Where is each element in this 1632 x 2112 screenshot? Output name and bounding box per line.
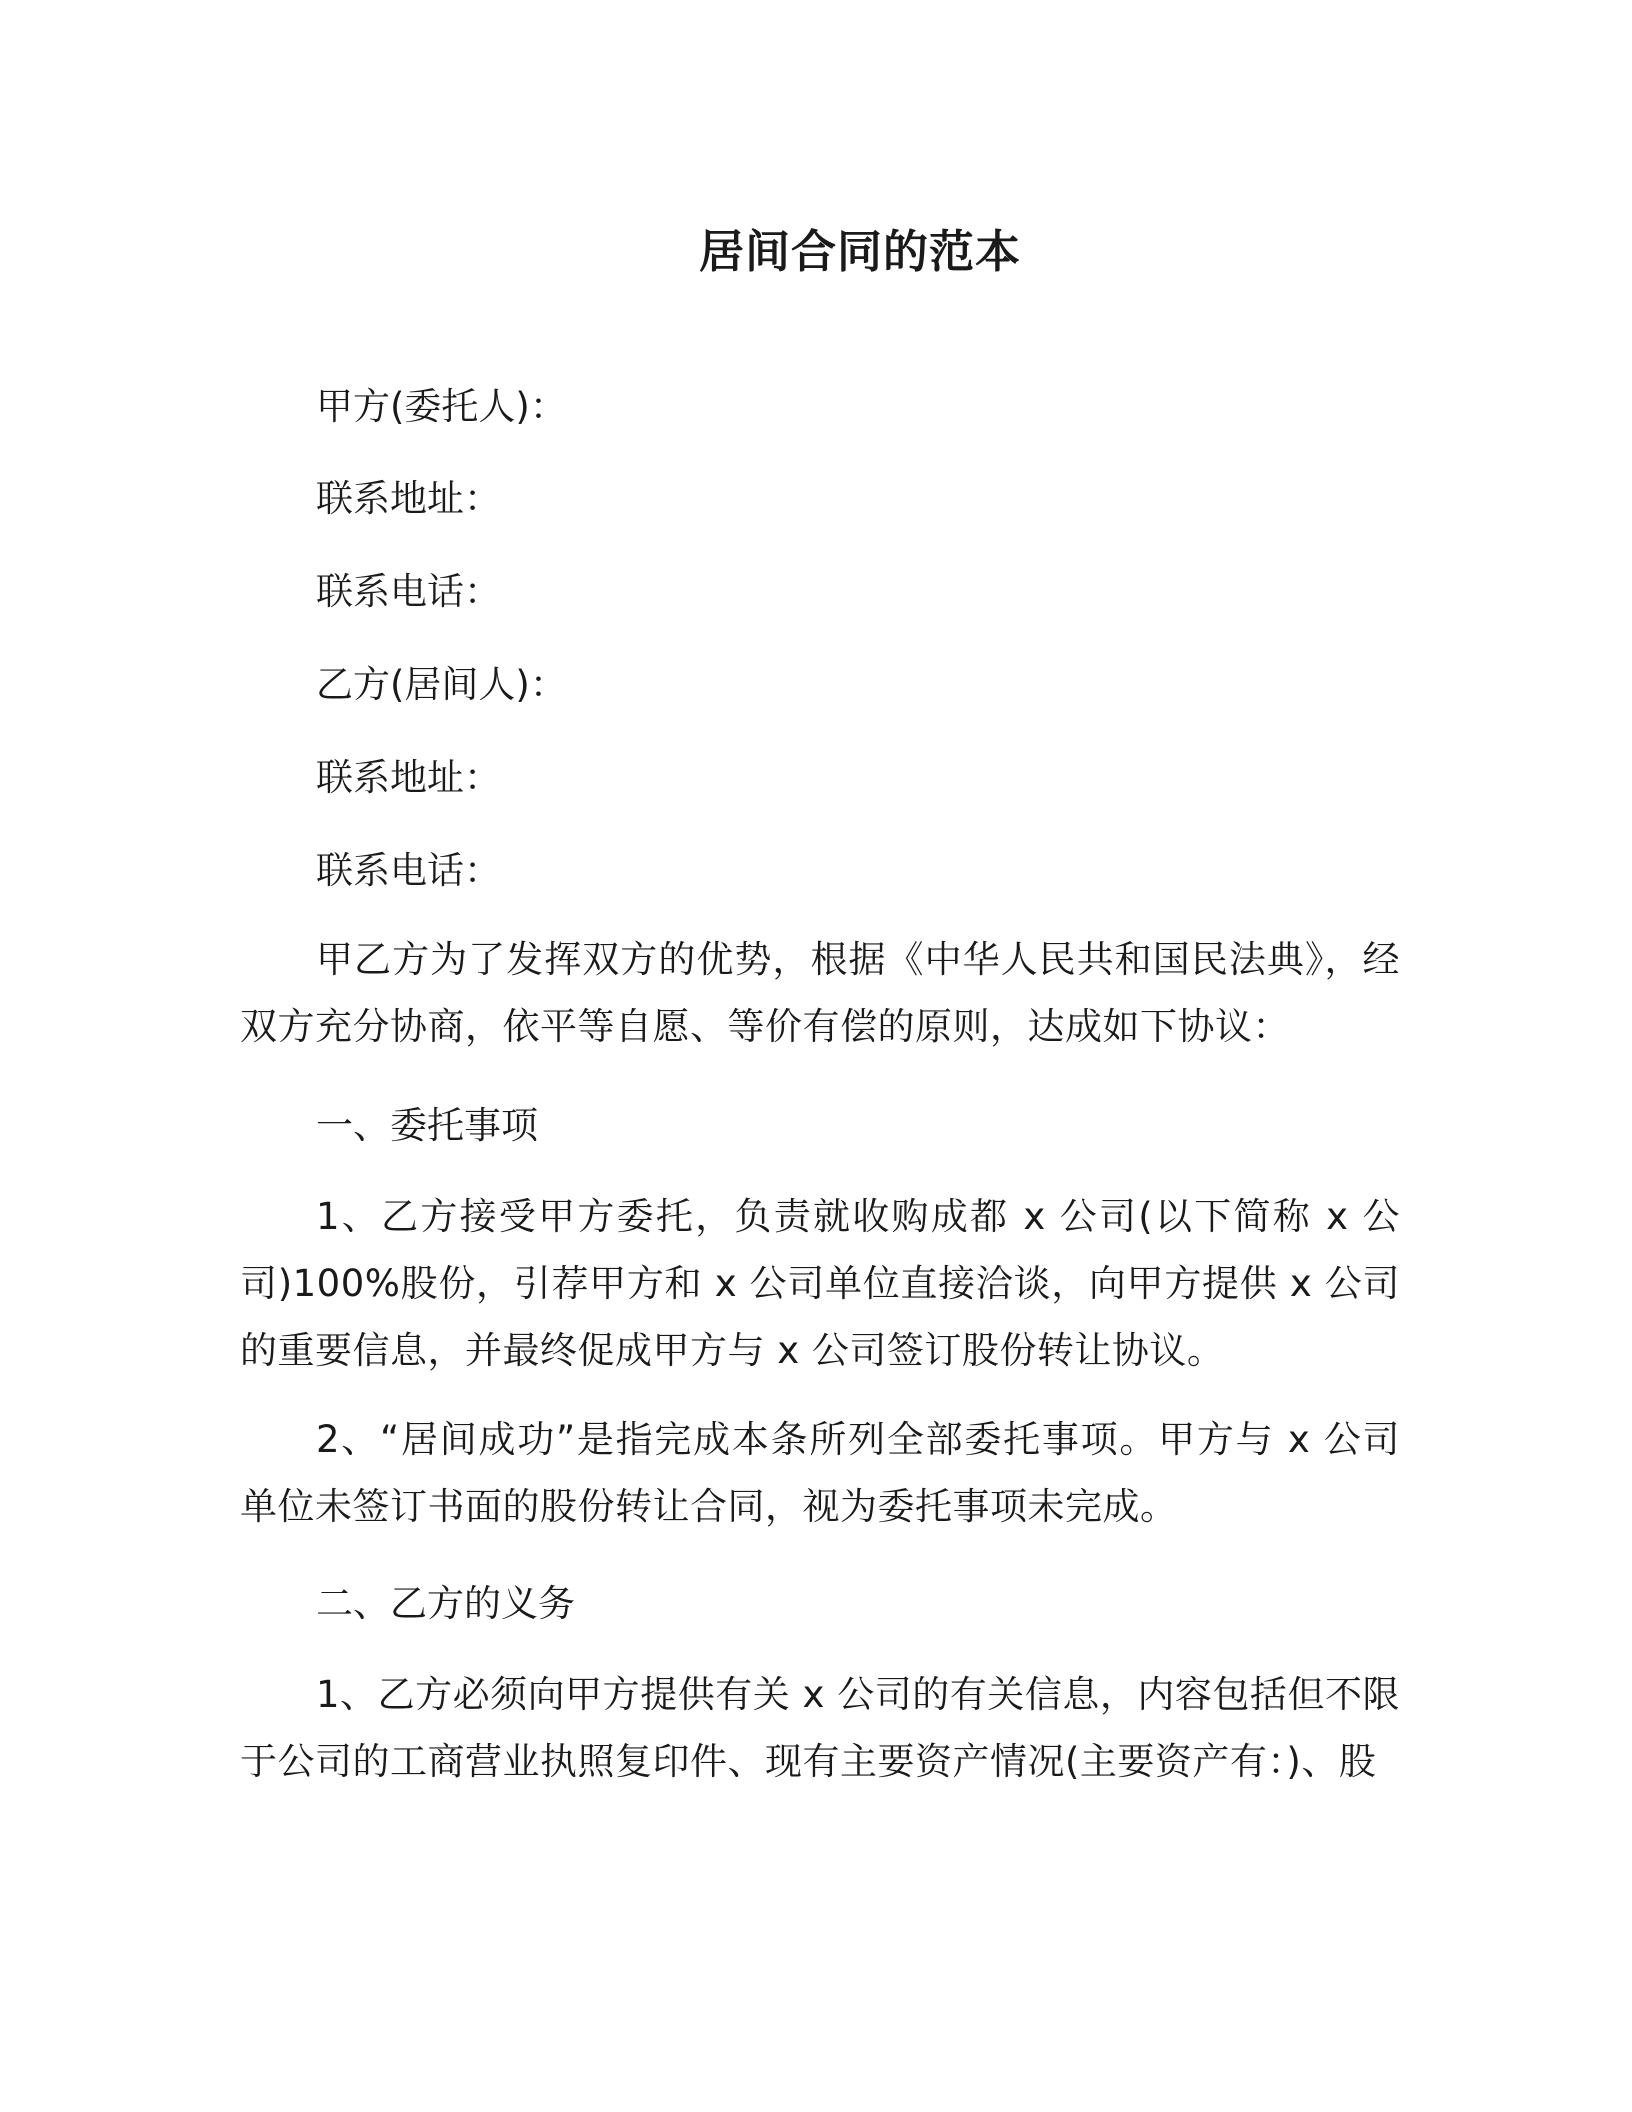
party-a-phone-label: 联系电话： (316, 570, 501, 613)
party-a-address-label: 联系地址： (316, 477, 501, 520)
party-b-phone-label: 联系电话： (316, 849, 501, 892)
party-b-label: 乙方(居间人)： (316, 663, 567, 706)
section-2-heading: 二、乙方的义务 (316, 1582, 575, 1625)
section-1-heading: 一、委托事项 (316, 1104, 538, 1147)
party-a-label: 甲方(委托人)： (316, 385, 567, 428)
section-1-item-1: 1、乙方接受甲方委托，负责就收购成都 x 公司(以下简称 x 公司)100%股份，引荐甲方和 x 公司单位直接洽谈，向甲方提供 x 公司的重要信息，并最终促成甲方与 x 公司签订股份转让协议。 (240, 1195, 1400, 1372)
section-1-item-2: 2、“居间成功”是指完成本条所列全部委托事项。甲方与 x 公司单位未签订书面的股份转让合同，视为委托事项未完成。 (240, 1418, 1400, 1528)
section-2-item-1: 1、乙方必须向甲方提供有关 x 公司的有关信息，内容包括但不限于公司的工商营业执照复印件、现有主要资产情况(主要资产有：)、股 (240, 1673, 1400, 1783)
preamble-paragraph: 甲乙方为了发挥双方的优势，根据《中华人民共和国民法典》，经双方充分协商，依平等自愿、等价有偿的原则，达成如下协议： (240, 938, 1400, 1048)
party-b-address-label: 联系地址： (316, 756, 501, 799)
document-title: 居间合同的范本 (698, 225, 1021, 278)
